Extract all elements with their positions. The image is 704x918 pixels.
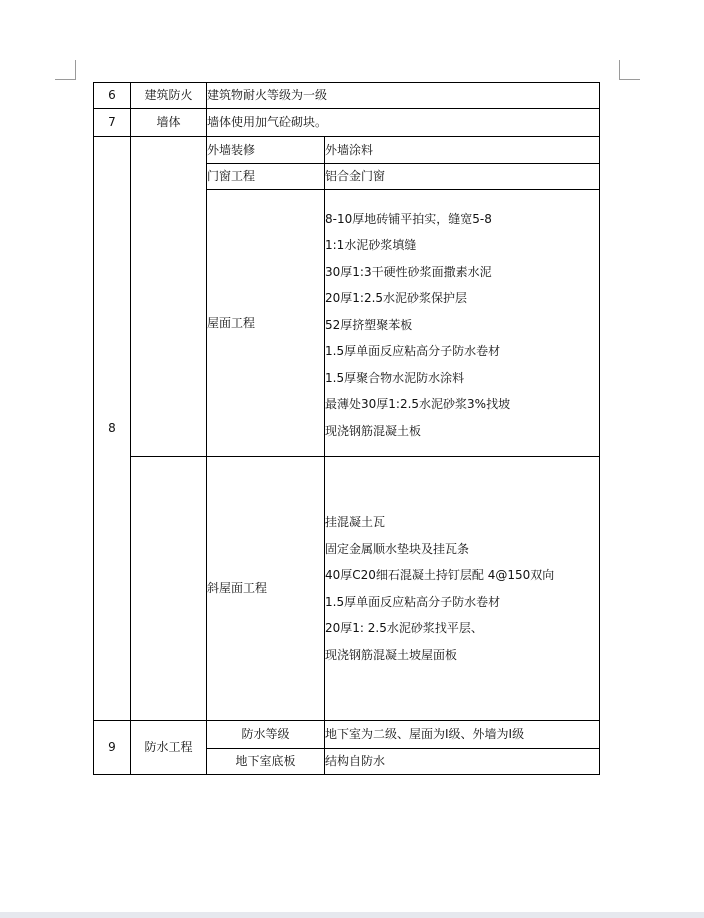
sub-item-value: 外墙涂料	[325, 137, 600, 164]
sub-item-value: 铝合金门窗	[325, 164, 600, 190]
item-description: 墙体使用加气砼砌块。	[207, 109, 600, 137]
crop-mark-left-vertical	[75, 60, 76, 79]
roof-layer: 最薄处30厚1:2.5水泥砂浆3%找坡	[325, 397, 511, 412]
row-number: 6	[94, 83, 131, 109]
roof-layers	[325, 190, 600, 457]
sloped-roof-layer: 挂混凝土瓦	[325, 515, 386, 529]
sloped-roof-layers	[325, 457, 600, 721]
row-number: 7	[94, 109, 131, 137]
table-row	[94, 721, 600, 749]
table-row	[94, 457, 600, 721]
sloped-roof-layer: 固定金属顺水垫块及挂瓦条	[325, 541, 470, 556]
sub-item-label: 防水等级	[207, 721, 325, 749]
item-name-empty	[131, 137, 207, 457]
crop-mark-left-horizontal	[55, 79, 76, 80]
roof-layer: 8-10厚地砖铺平拍实，缝宽5-8	[325, 211, 492, 226]
sub-item-value: 结构自防水	[325, 749, 600, 775]
table-row	[94, 137, 600, 164]
roof-layer: 52厚挤塑聚苯板	[325, 317, 413, 332]
roof-layer: 20厚1:2.5水泥砂浆保护层	[325, 291, 468, 306]
roof-layer: 现浇钢筋混凝土板	[325, 423, 422, 438]
sloped-roof-layer: 1.5厚单面反应粘高分子防水卷材	[325, 594, 501, 609]
sloped-roof-layer: 20厚1: 2.5水泥砂浆找平层、	[325, 621, 483, 635]
table-row	[94, 109, 600, 137]
sub-item-label: 外墙装修	[207, 137, 325, 164]
roof-layer: 1:1水泥砂浆填缝	[325, 238, 417, 253]
item-name: 防水工程	[131, 721, 207, 775]
roof-layer: 30厚1:3干硬性砂浆面撒素水泥	[325, 264, 492, 279]
sub-item-label: 屋面工程	[207, 190, 325, 457]
sub-item-label: 地下室底板	[207, 749, 325, 775]
crop-mark-right-vertical	[619, 60, 620, 79]
row-number: 8	[94, 137, 131, 721]
table-row	[94, 83, 600, 109]
sloped-roof-layer: 40厚C20细石混凝土持钉层配 4@150双向	[325, 568, 555, 582]
item-description: 建筑物耐火等级为一级	[207, 83, 600, 109]
row-number: 9	[94, 721, 131, 775]
sub-item-value: 地下室为二级、屋面为Ⅰ级、外墙为Ⅰ级	[325, 721, 600, 749]
roof-layer: 1.5厚聚合物水泥防水涂料	[325, 370, 465, 385]
spec-table	[93, 82, 600, 775]
item-name: 建筑防火	[131, 83, 207, 109]
sloped-roof-layer: 现浇钢筋混凝土坡屋面板	[325, 647, 458, 662]
bottom-scroll-area	[0, 912, 704, 918]
sub-item-label: 斜屋面工程	[207, 457, 325, 721]
crop-mark-right-horizontal	[619, 79, 640, 80]
roof-layer: 1.5厚单面反应粘高分子防水卷材	[325, 344, 501, 359]
item-name: 墙体	[131, 109, 207, 137]
sub-item-label: 门窗工程	[207, 164, 325, 190]
item-name-empty	[131, 457, 207, 721]
